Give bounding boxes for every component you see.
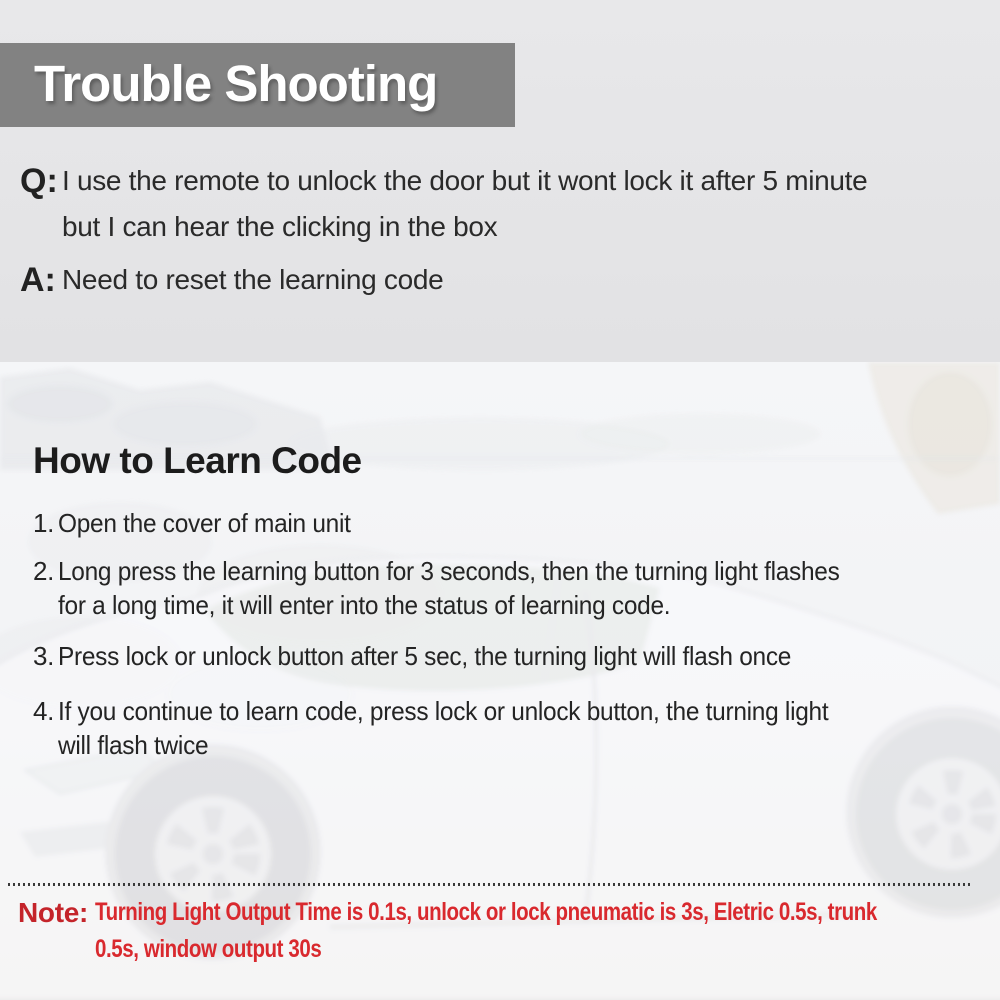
note-line-1: Turning Light Output Time is 0.1s, unlock or lock pneumatic is 3s, Eletric 0.5s, trunk: [95, 898, 877, 926]
item-line: will flash twice: [58, 730, 209, 760]
note-label: Note:: [18, 897, 89, 928]
question-label: Q:: [20, 162, 58, 200]
item-number: 4.: [33, 696, 55, 726]
item-number: 1.: [33, 508, 55, 538]
item-line: If you continue to learn code, press lock or unlock button, the turning light: [58, 696, 829, 726]
item-lines: [58, 506, 369, 540]
question-row: [20, 158, 867, 250]
item-line: Press lock or unlock button after 5 sec, the turning light will flash once: [58, 641, 792, 671]
instruction-item-1: [33, 506, 369, 540]
instruction-item-2: [33, 554, 889, 622]
question-text: [62, 158, 867, 250]
note-block: [18, 894, 1000, 968]
answer-line: Need to reset the learning code: [62, 264, 444, 295]
answer-text: [62, 257, 443, 303]
dotted-divider: [8, 883, 972, 886]
item-number: 3.: [33, 641, 55, 671]
item-lines: [58, 639, 838, 673]
item-lines: [58, 554, 889, 622]
trouble-shooting-banner: [0, 43, 515, 127]
answer-label: A:: [20, 261, 56, 299]
howto-heading: How to Learn Code: [33, 440, 362, 481]
question-line-1: I use the remote to unlock the door but it wont lock it after 5 minute: [62, 165, 868, 196]
item-lines: [58, 694, 878, 762]
banner-title: Trouble Shooting: [34, 55, 438, 112]
instruction-item-4: [33, 694, 878, 762]
instruction-item-3: [33, 639, 838, 673]
item-line: Open the cover of main unit: [58, 508, 351, 538]
item-line: Long press the learning button for 3 seconds, then the turning light flashes: [58, 556, 840, 586]
item-line: for a long time, it will enter into the status of learning code.: [58, 590, 671, 620]
question-line-2: but I can hear the clicking in the box: [62, 211, 498, 242]
item-number: 2.: [33, 556, 55, 586]
note-text: [95, 894, 1000, 968]
note-line-2: 0.5s, window output 30s: [95, 935, 322, 963]
answer-row: [20, 257, 443, 303]
